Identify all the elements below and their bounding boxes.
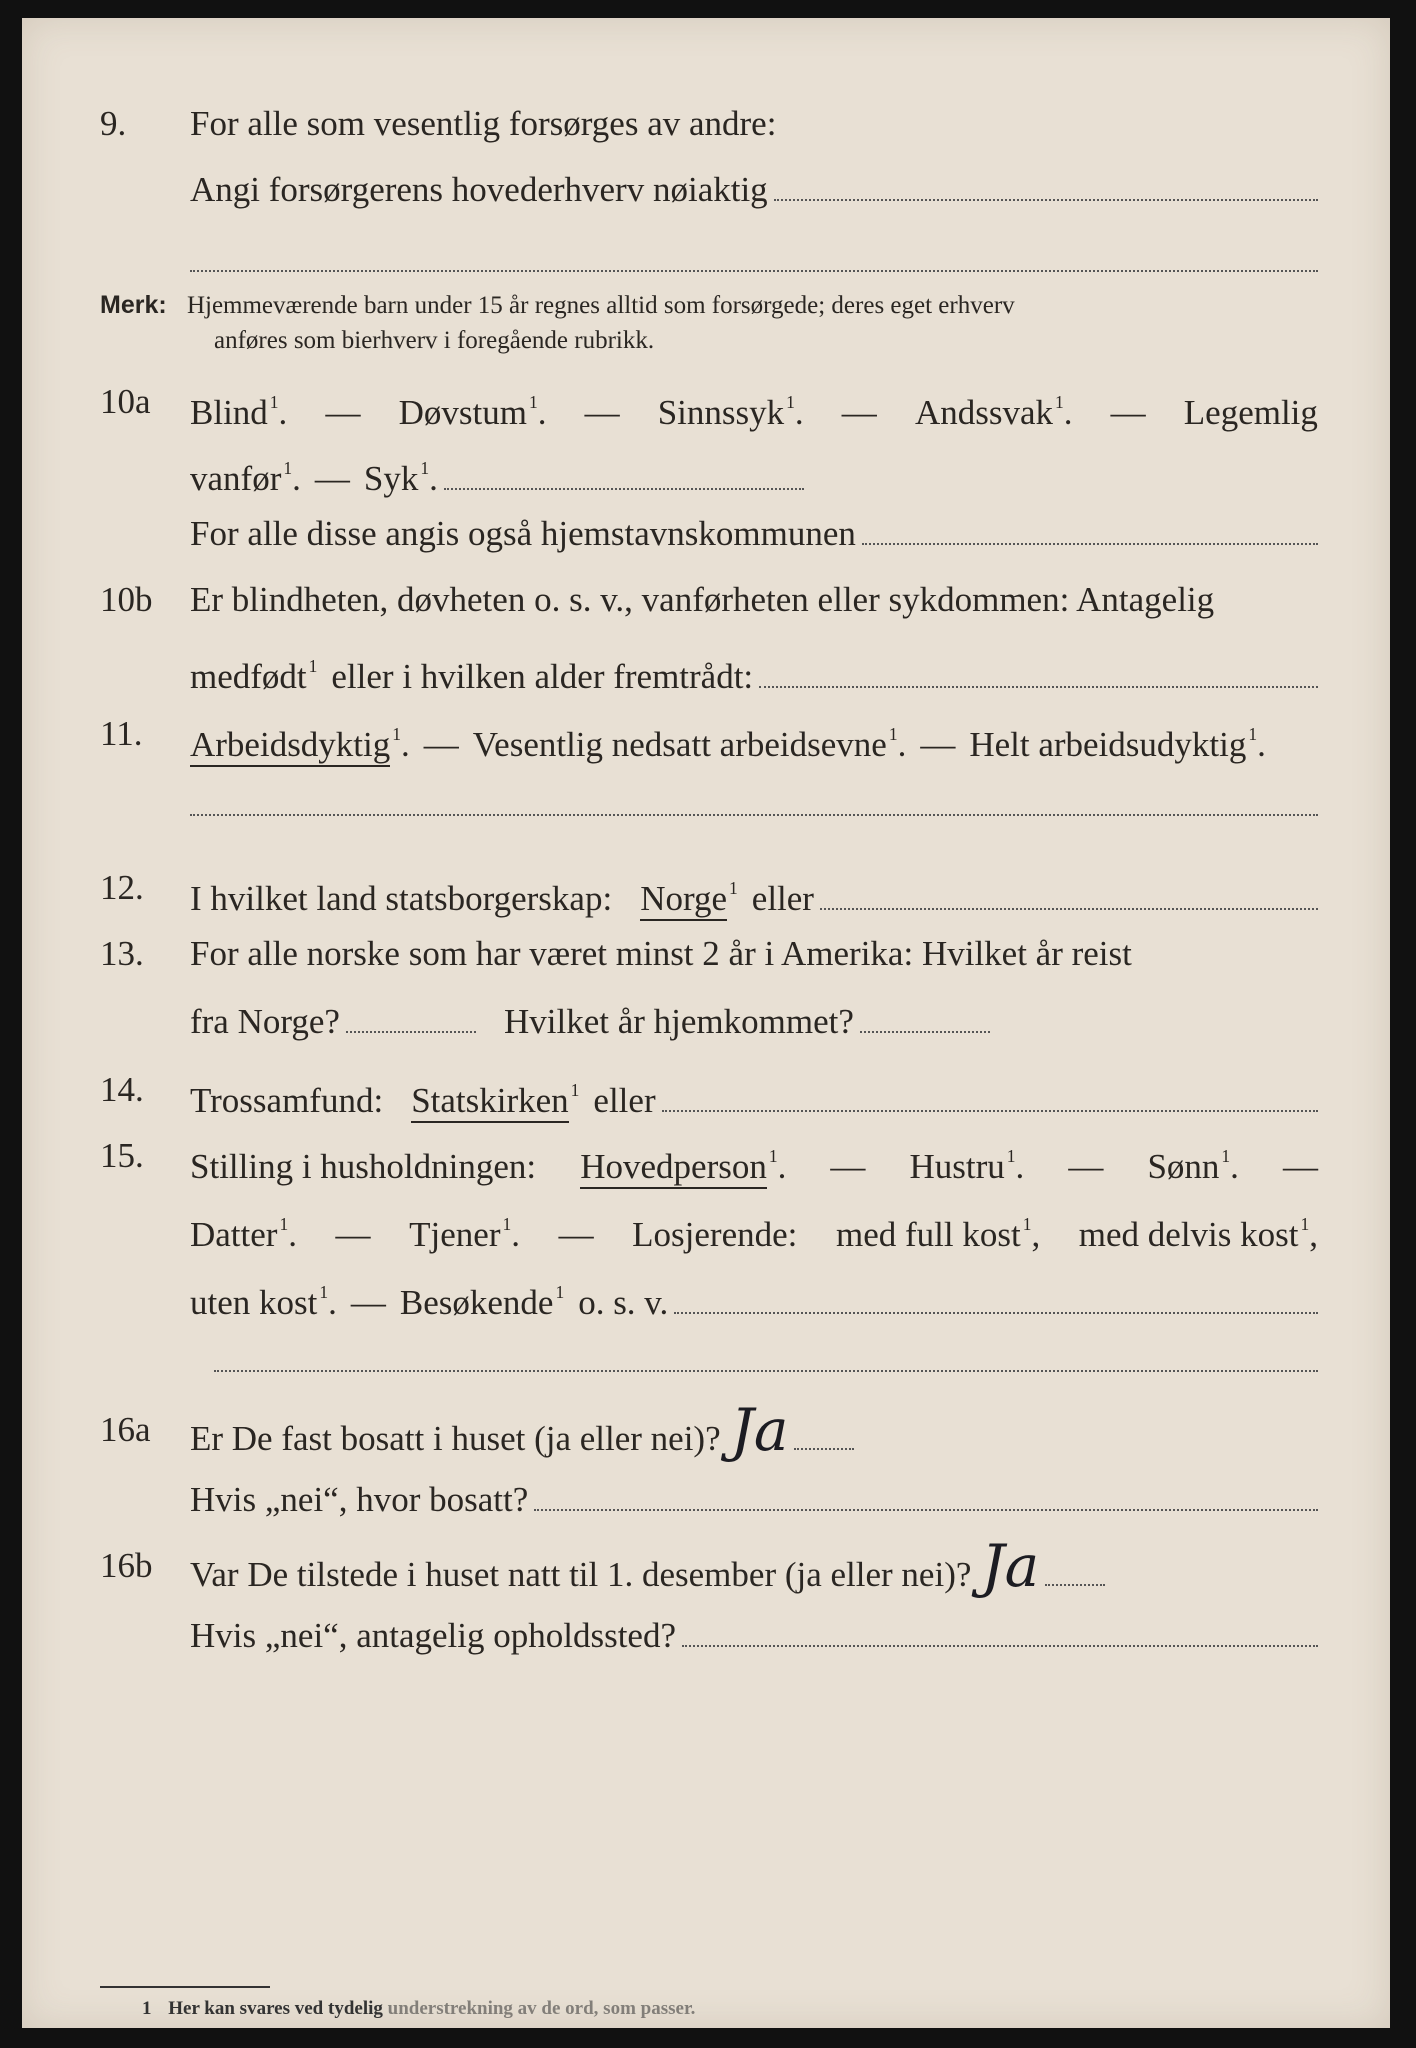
option-legemlig[interactable]: Legemlig: [1183, 392, 1318, 432]
option-sinnssyk[interactable]: Sinnssyk $^1$.: [657, 392, 804, 432]
dash: —: [558, 1214, 594, 1254]
answer-field-blank[interactable]: [214, 1370, 1318, 1372]
dash: —: [1110, 392, 1146, 432]
option-uten-kost[interactable]: uten kost $^1$.: [190, 1282, 337, 1322]
question-text: fra Norge?: [190, 1002, 340, 1041]
question-text: Er blindheten, døvheten o. s. v., vanførheten eller sykdommen: Antagelig: [190, 580, 1215, 619]
option-helt-arbeidsudyktig[interactable]: Helt arbeidsudyktig $^1$.: [969, 724, 1266, 764]
dash: —: [920, 724, 956, 764]
question-number: 16b: [100, 1546, 153, 1585]
question-number: 11.: [100, 714, 143, 753]
option-tjener[interactable]: Tjener $^1$.: [409, 1214, 520, 1254]
answer-field[interactable]: [759, 665, 1318, 688]
footnote-mark: 1: [142, 1998, 152, 2019]
dash: —: [314, 458, 350, 498]
question-number: 9.: [100, 104, 127, 143]
answer-statskirken-selected[interactable]: Statskirken $^1$: [411, 1068, 579, 1123]
question-text: Angi forsørgerens hovederhverv nøiaktig: [190, 170, 768, 209]
option-datter[interactable]: Datter $^1$.: [190, 1214, 297, 1254]
answer-field[interactable]: [674, 1291, 1318, 1314]
question-text: Hvilket år hjemkommet?: [503, 1002, 854, 1041]
answer-field[interactable]: [682, 1624, 1318, 1647]
merk-text: Hjemmeværende barn under 15 år regnes alltid som forsørgede; deres eget erhverv: [186, 292, 1015, 319]
question-text: For alle disse angis også hjemstavnskommunen: [190, 514, 856, 553]
question-number: 16a: [100, 1410, 151, 1449]
dash: —: [1068, 1146, 1104, 1186]
question-number: 14.: [100, 1070, 144, 1109]
option-syk[interactable]: Syk $^1$.: [363, 458, 438, 498]
answer-field[interactable]: [774, 178, 1318, 201]
footnote-text-cut: understrekning av de ord, som passer.: [387, 1998, 696, 2019]
question-number: 10b: [100, 580, 153, 619]
dash: —: [841, 392, 877, 432]
answer-field[interactable]: [444, 467, 804, 490]
answer-norge-selected[interactable]: Norge $^1$: [640, 866, 738, 921]
question-text: Hvis „nei“, antagelig opholdssted?: [190, 1616, 676, 1655]
footnote-text: Her kan svares ved tydelig: [168, 1998, 383, 2019]
question-number: 12.: [100, 868, 144, 907]
question-text: Trossamfund:: [190, 1080, 384, 1120]
answer-field-blank[interactable]: [190, 814, 1318, 816]
question-text: eller i hvilken alder fremtrådt:: [331, 656, 754, 696]
census-form-page: [22, 18, 1390, 2028]
answer-field-hjemkommet[interactable]: [860, 1010, 990, 1033]
option-arbeidsdyktig-selected[interactable]: Arbeidsdyktig $^1$.: [190, 712, 410, 767]
answer-field[interactable]: [794, 1427, 854, 1450]
question-text: I hvilket land statsborgerskap:: [190, 878, 613, 918]
dash: —: [423, 724, 459, 764]
option-delvis-kost[interactable]: med delvis kost $^1$,: [1078, 1214, 1318, 1254]
handwritten-answer[interactable]: Ja: [730, 1396, 789, 1464]
option-vanfor[interactable]: vanfør $^1$.: [190, 458, 301, 498]
dash: —: [1282, 1146, 1318, 1186]
merk-note: [100, 286, 1318, 325]
option-blind[interactable]: Blind $^1$.: [190, 392, 288, 432]
question-number: 13.: [100, 934, 144, 973]
answer-field-reist[interactable]: [346, 1010, 476, 1033]
answer-field[interactable]: [534, 1488, 1318, 1511]
question-text: Er De fast bosatt i huset (ja eller nei)?: [190, 1419, 721, 1458]
answer-field[interactable]: [1045, 1563, 1105, 1586]
question-text: For alle norske som har været minst 2 år i Amerika: Hvilket år reist: [190, 934, 1132, 973]
question-text: Hvis „nei“, hvor bosatt?: [190, 1480, 529, 1519]
answer-field[interactable]: [862, 522, 1318, 545]
option-hovedperson-selected[interactable]: Hovedperson $^1$.: [580, 1134, 786, 1189]
merk-note-line-2: [214, 322, 1318, 360]
footnote: [142, 1998, 695, 2020]
option-dovstum[interactable]: Døvstum $^1$.: [398, 392, 547, 432]
option-medfodt[interactable]: medfødt $^1$: [190, 656, 318, 696]
merk-text: anføres som bierhverv i foregående rubrikk.: [214, 327, 655, 354]
question-text: Stilling i husholdningen:: [190, 1146, 537, 1186]
losjerende-label: Losjerende:: [632, 1214, 798, 1254]
osv-label: o. s. v.: [578, 1282, 669, 1322]
answer-field-blank[interactable]: [190, 270, 1318, 272]
answer-field[interactable]: [662, 1089, 1318, 1112]
dash: —: [350, 1282, 386, 1322]
option-full-kost[interactable]: med full kost $^1$,: [835, 1214, 1041, 1254]
eller-label: eller: [593, 1080, 656, 1120]
question-text: Var De tilstede i huset natt til 1. desember (ja eller nei)?: [190, 1555, 972, 1594]
option-hustru[interactable]: Hustru $^1$.: [909, 1146, 1025, 1186]
merk-label: Merk:: [100, 291, 167, 319]
option-andssvak[interactable]: Andssvak $^1$.: [914, 392, 1073, 432]
question-text: For alle som vesentlig forsørges av andre:: [190, 104, 777, 143]
question-number: 10a: [100, 382, 151, 421]
answer-field[interactable]: [820, 887, 1318, 910]
handwritten-answer[interactable]: Ja: [981, 1532, 1040, 1600]
question-number: 15.: [100, 1136, 144, 1175]
dash: —: [335, 1214, 371, 1254]
eller-label: eller: [751, 878, 814, 918]
dash: —: [325, 392, 361, 432]
option-besokende[interactable]: Besøkende $^1$: [399, 1282, 565, 1322]
option-vesentlig-nedsatt[interactable]: Vesentlig nedsatt arbeidsevne $^1$.: [472, 724, 907, 764]
dash: —: [830, 1146, 866, 1186]
option-sonn[interactable]: Sønn $^1$.: [1147, 1146, 1239, 1186]
footnote-divider: [100, 1986, 270, 1988]
dash: —: [584, 392, 620, 432]
